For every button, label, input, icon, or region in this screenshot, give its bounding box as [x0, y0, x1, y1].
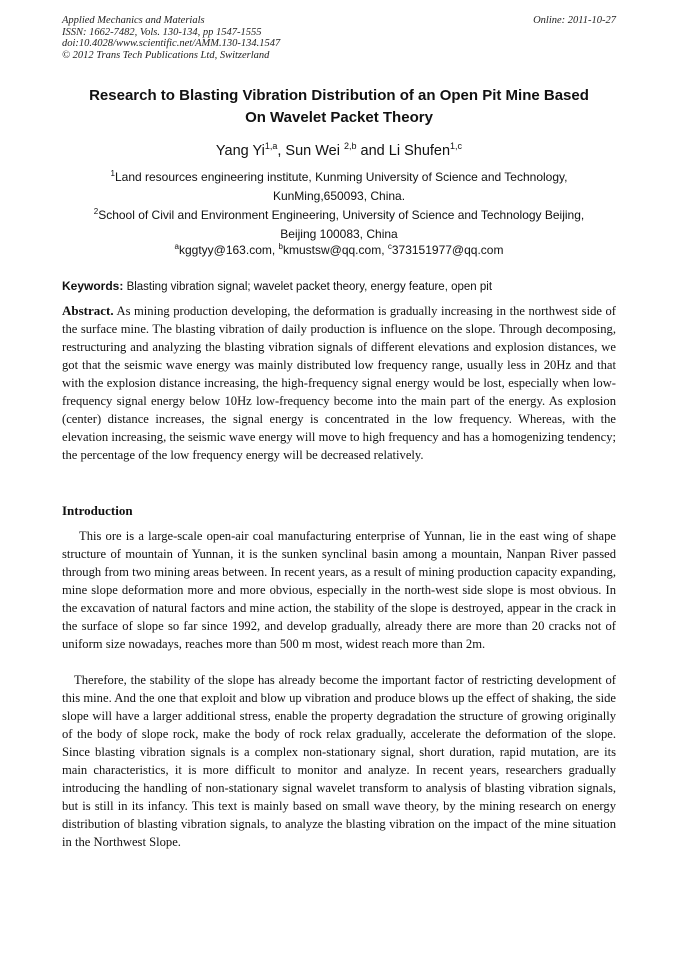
doi-line: doi:10.4028/www.scientific.net/AMM.130-134.1547: [62, 38, 281, 49]
affiliation-text: Land resources engineering institute, Kunming University of Science and Technology,: [114, 170, 568, 184]
abstract: [62, 302, 616, 464]
title-line-1: Research to Blasting Vibration Distribution of an Open Pit Mine Based: [89, 87, 589, 104]
email-link[interactable]: kggtyy@163.com: [178, 243, 272, 257]
section-heading-introduction: Introduction: [62, 503, 133, 518]
email-list: [62, 241, 616, 260]
intro-paragraph-1: This ore is a large-scale open-air coal manufacturing enterprise of Yunnan, lie in the east wing of shape structure of mountain of Yunnan, it is the sunken synclinal basin among a mountain, Nanpan River passed through from two mining areas between. In recent years, as a result of mining production capacity expanding, mine slope deformation more and more obvious, especially in the north-west side slope is most obvious. In the excavation of natural factors and mine action, the stability of the slope is destroyed, appear in the crack in the surface of slope so far since 1992, and develop gradually, already there are more than 20 cracks not of uniform size nowadays, reaches more than 500 m most, widest reach more than 2m.: [62, 529, 616, 651]
author-sup: 2,b: [344, 141, 357, 151]
affiliation-text: School of Civil and Environment Engineering, University of Science and Technology Beijing,: [98, 208, 585, 222]
copyright-line: © 2012 Trans Tech Publications Ltd, Switzerland: [62, 49, 270, 61]
affiliation-sup: 2: [93, 207, 99, 216]
journal-header: [62, 15, 616, 61]
author-name: Li Shufen: [388, 143, 451, 159]
author-name: Yang Yi: [215, 143, 265, 159]
paper-title: [62, 85, 616, 129]
affiliation-sup: 1: [110, 169, 115, 178]
keywords-label: Keywords:: [62, 279, 124, 293]
author-name: Sun Wei: [285, 143, 340, 159]
title-line-2: On Wavelet Packet Theory: [245, 109, 433, 126]
email-sup: b: [278, 242, 283, 251]
journal-name: Applied Mechanics and Materials: [62, 15, 205, 26]
author-list: [62, 141, 616, 161]
affiliation-2: [62, 206, 616, 244]
affiliation-text: KunMing,650093, China.: [272, 189, 406, 203]
author-separator: and: [356, 143, 389, 159]
abstract-label: Abstract.: [62, 303, 114, 318]
author-sup: 1,a: [264, 141, 278, 151]
email-separator: ,: [271, 243, 279, 257]
affiliation-text: Beijing 100083, China: [280, 227, 398, 241]
email-link[interactable]: kmustsw@qq.com: [282, 243, 382, 257]
email-sup: a: [174, 242, 179, 251]
keywords-text: Blasting vibration signal; wavelet packet theory, energy feature, open pit: [126, 281, 493, 293]
issn-line: ISSN: 1662-7482, Vols. 130-134, pp 1547-1555: [62, 26, 262, 38]
intro-paragraph-2: Therefore, the stability of the slope has already become the important factor of restricting development of this mine. And the one that exploit and blow up vibration and produce blows up the effect of shaking, the side slope will have a larger additional stress, enable the property degradation the structure of growing originally of the body of slope rock, make the body of rock relax gradually, accelerate the deformation of the slope. Since blasting vibration signals is a complex non-stationary signal, short duration, rapid mutation, are its main characteristics, it is more difficult to monitor and analyze. In recent years, researchers gradually introducing the handling of non-stationary signal wavelet transform to analysis of blasting vibration signals, but is still in its infancy. This text is mainly based on small wave theory, by the mining research on energy distribution of blasting vibration signals, to analyze the blasting vibration on the impact of the mine situation in the Northwest Slope.: [62, 673, 616, 849]
affiliation-1: [62, 168, 616, 206]
email-separator: ,: [381, 243, 388, 257]
author-sup: 1,c: [450, 141, 463, 151]
email-link[interactable]: 373151977@qq.com: [391, 243, 504, 257]
abstract-text: As mining production developing, the deformation is gradually increasing in the northwest side of the surface mine. The blasting vibration of daily production is influence on the slope. Through decomposing, restructuring and analyzing the blasting vibration signals of different elevations and explosion distances, we got that the seismic wave energy was mainly distributed low frequency range, usually less in 20Hz and that with the explosion distance increasing, the high-frequency signal energy would be lost, especially when low-frequency signal energy below 10Hz low-frequency become into the main part of the energy. As explosion (center) distance increases, the signal energy is concentrated in the low frequency. Whereas, with the elevation increasing, the seismic wave energy will move to high frequency and has a homogenizing tendency; the percentage of the low frequency energy will be decreased relatively.: [62, 304, 616, 462]
author-separator: ,: [277, 143, 286, 159]
keywords: [62, 278, 616, 295]
email-sup: c: [387, 242, 392, 251]
online-date: Online: 2011-10-27: [533, 15, 616, 26]
